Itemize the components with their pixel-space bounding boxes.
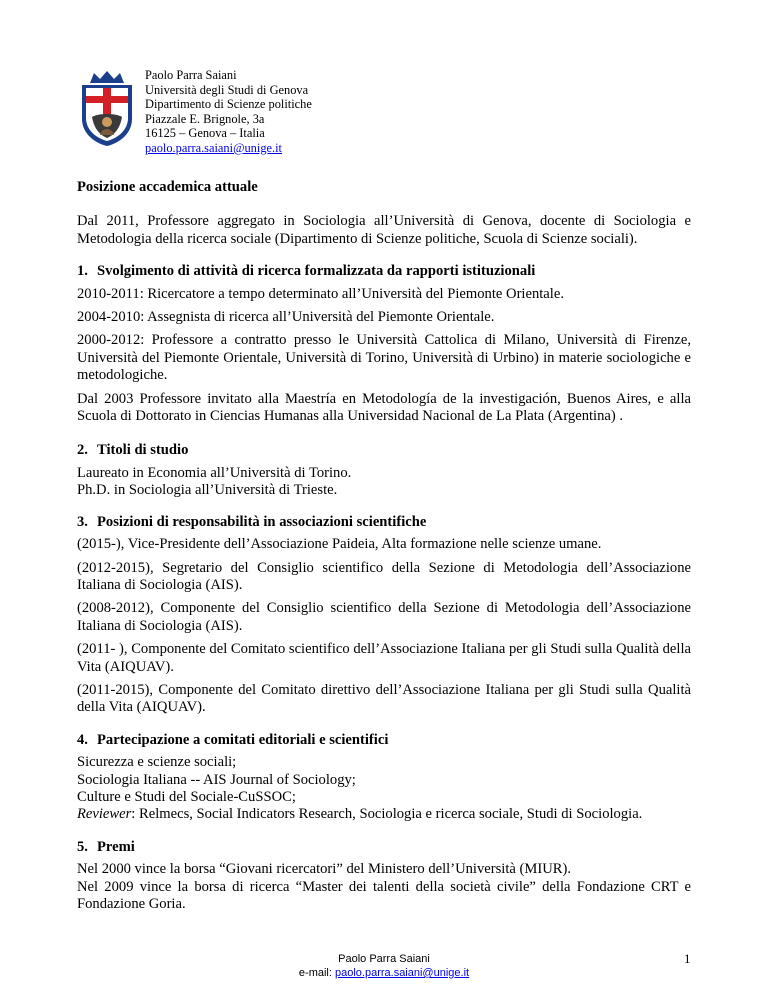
title-line: Ph.D. in Sociologia all’Università di Trieste. (77, 482, 338, 499)
responsibility-item: (2008-2012), Componente del Consiglio scientifico della Sezione di Metodologia dell’Associazione Italiana di Sociologia (AIS). (77, 600, 691, 634)
email-link[interactable]: paolo.parra.saiani@unige.it (145, 140, 282, 155)
footer-email-link[interactable]: paolo.parra.saiani@unige.it (334, 967, 470, 979)
research-item: Dal 2003 Professore invitato alla Maestría en Metodología de la investigación, Buenos Aires, e alla Scuola di Dottorato in Ciencias Humanas alla Universidad Nacional de La Plata (Argentina) . (77, 390, 691, 425)
section-heading-awards: 5. Premi (77, 838, 135, 855)
footer-email-line: e-mail: paolo.parra.saiani@unige.it (298, 967, 470, 979)
section-heading-responsibility: 3. Posizioni di responsabilità in associazioni scientifiche (77, 513, 427, 530)
footer-name: Paolo Parra Saiani (338, 953, 430, 965)
page-number: 1 (684, 951, 691, 966)
author-name: Paolo Parra Saiani (145, 68, 237, 82)
responsibility-item: (2012-2015), Segretario del Consiglio scientifico della Sezione di Metodologia dell’Associazione Italiana di Sociologia (AIS). (77, 559, 691, 593)
committee-line: Sicurezza e scienze sociali; (77, 754, 237, 771)
street-address: Piazzale E. Brignole, 3a (145, 111, 265, 126)
section-heading-research: 1. Svolgimento di attività di ricerca formalizzata da rapporti istituzionali (77, 263, 536, 280)
responsibility-item: (2011- ), Componente del Comitato scientifico dell’Associazione Italiana per gli Studi sulla Qualità della Vita (AIQUAV). (77, 641, 691, 675)
section-heading-committees: 4. Partecipazione a comitati editoriali e scientifici (77, 731, 389, 748)
department-name: Dipartimento di Scienze politiche (145, 97, 312, 112)
title-line: Laureato in Economia all’Università di Torino. (77, 464, 352, 481)
research-item: 2004-2010: Assegnista di ricerca all’Università del Piemonte Orientale. (77, 309, 495, 326)
city-address: 16125 – Genova – Italia (145, 126, 265, 141)
committee-line: Sociologia Italiana -- AIS Journal of Sociology; (77, 771, 356, 788)
university-name: Università degli Studi di Genova (145, 82, 309, 97)
contact-header (145, 68, 312, 156)
award-line: Nel 2009 vince la borsa di ricerca “Master dei talenti della società civile” della Fondazione CRT e Fondazione Goria. (77, 878, 691, 912)
cv-content (77, 179, 691, 913)
responsibility-item: (2015-), Vice-Presidente dell’Associazione Paideia, Alta formazione nelle scienze umane. (77, 536, 602, 553)
award-line: Nel 2000 vince la borsa “Giovani ricercatori” del Ministero dell’Università (MIUR). (77, 861, 571, 878)
responsibility-item: (2011-2015), Componente del Comitato direttivo dell’Associazione Italiana per gli Studi sulla Qualità della Vita (AIQUAV). (77, 681, 691, 716)
university-seal-icon (78, 69, 136, 147)
section-heading-titles: 2. Titoli di studio (77, 442, 189, 459)
research-item: 2000-2012: Professore a contratto presso le Università Cattolica di Milano, Università di Firenze, Università del Piemonte Orientale, Università di Torino, Università di Urbino) in materie sociologiche e metodologiche. (77, 332, 691, 384)
position-text: Dal 2011, Professore aggregato in Sociologia all’Università di Genova, docente di Sociologia e Metodologia della ricerca sociale (Dipartimento di Scienze politiche, Scuola di Scienze sociali). (77, 213, 691, 247)
research-item: 2010-2011: Ricercatore a tempo determinato all’Università del Piemonte Orientale. (77, 285, 564, 302)
position-heading: Posizione accademica attuale (77, 179, 258, 195)
page-footer (0, 952, 768, 980)
reviewer-line: Reviewer: Relmecs, Social Indicators Research, Sociologia e ricerca sociale, Studi di Sociologia. (77, 806, 643, 823)
committee-line: Culture e Studi del Sociale-CuSSOC; (77, 788, 296, 805)
